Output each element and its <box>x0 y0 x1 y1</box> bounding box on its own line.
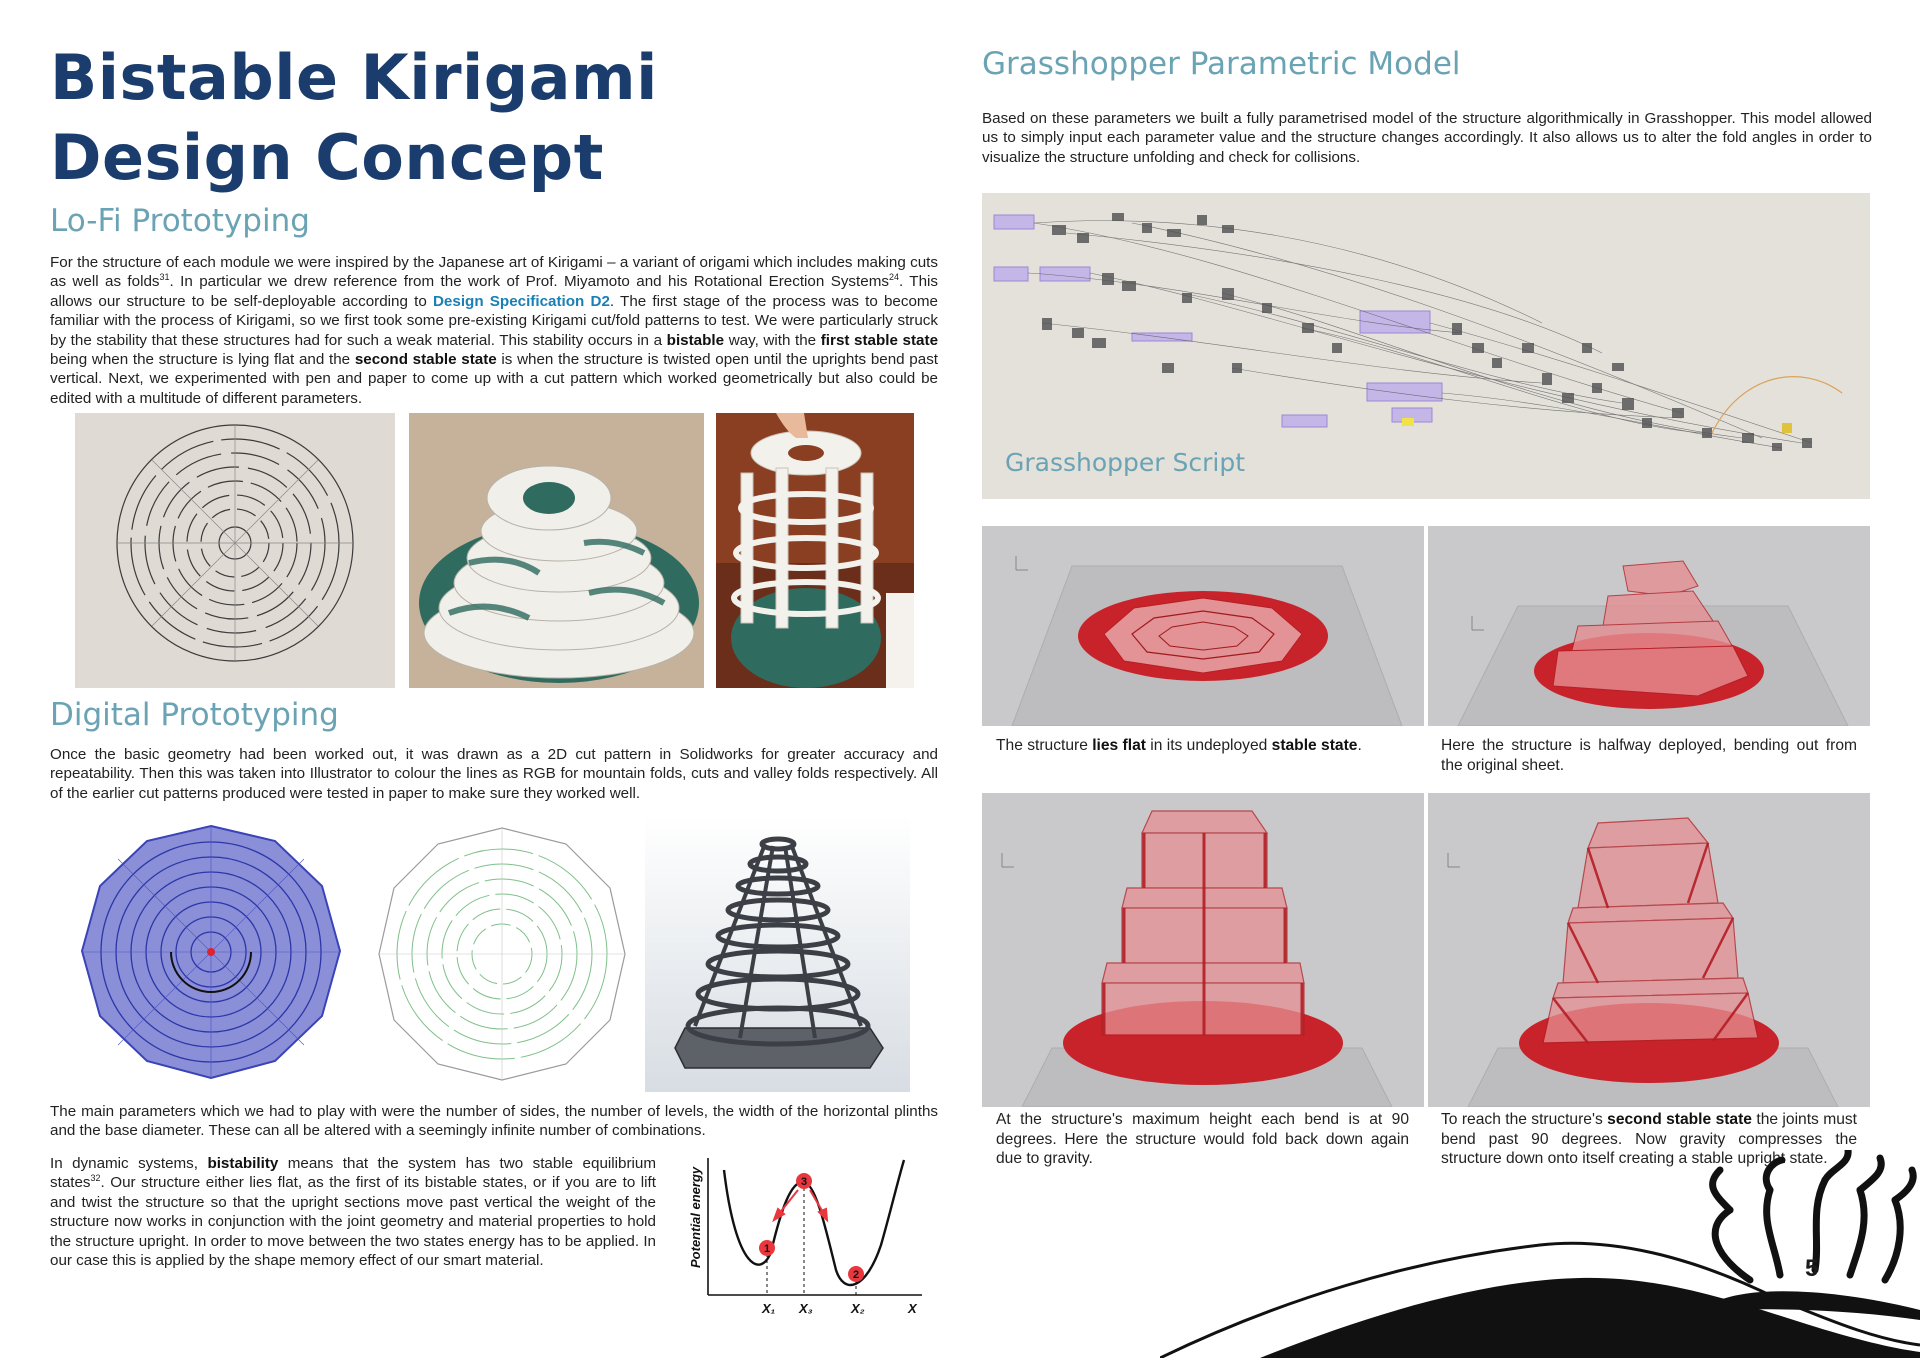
footnote-ref: 24 <box>888 272 899 283</box>
text-run: . In particular we drew reference from the work of Prof. Miyamoto and his Rotational Erection Systems <box>169 273 889 291</box>
page-title-line-2: Design Concept <box>50 121 604 194</box>
bold-term: second stable state <box>1607 1111 1752 1128</box>
footnote-ref: 32 <box>90 1173 101 1184</box>
photo-kirigami-twisted-open <box>716 413 914 688</box>
digital-paragraph-1: Once the basic geometry had been worked out, it was drawn as a 2D cut pattern in Solidworks for greater accuracy and repeatability. Then this was taken into Illustrator to colour the lines as RGB for mountain folds, cuts and valley folds respectively. All of the earlier cut patterns produced were tested in paper to make sure they worked well. <box>50 746 938 802</box>
marker-3-label: 3 <box>800 1176 808 1188</box>
image-3d-cad-model <box>645 816 910 1092</box>
bold-term: stable state <box>1271 737 1358 754</box>
design-spec-link[interactable]: Design Specification D2 <box>432 292 610 310</box>
grasshopper-script-label: Grasshopper Script <box>1005 448 1246 477</box>
grasshopper-paragraph: Based on these parameters we built a fully parametrised model of the structure algorithmically in Grasshopper. This model allowed us to simply input each parameter value and the structure changes accordingly. It also allows us to alter the fold angles in order to visualize the structure unfolding and check for collisions. <box>982 110 1872 166</box>
image-illustrator-pattern <box>370 816 635 1092</box>
text-run: For the structure of each module we were inspired by the Japanese art of Kirigami – a variant of origami which includes making cuts as well as folds <box>50 254 938 291</box>
text-run: means that the system has two stable equilibrium states <box>50 1155 656 1192</box>
x-label-x1: X₁ <box>762 1301 776 1316</box>
render-halfway-state <box>1428 526 1870 726</box>
text-run: being when the structure is lying flat and the <box>50 351 355 369</box>
page-number: 5 <box>1805 1255 1819 1282</box>
lofi-paragraph <box>50 253 938 408</box>
text-run: . This allows our structure to be self-deployable according to <box>50 273 938 310</box>
photo-paper-cut-pattern <box>75 413 395 688</box>
image-solidworks-pattern <box>70 816 353 1092</box>
page-title-line-1: Bistable Kirigami <box>50 41 658 114</box>
text-run: . The first stage of the process was to become familiar with the process of Kirigami, so we first took some pre-existing Kirigami cut/fold patterns to test. We were particularly struck by the stability that these structures had for such a weak material. This stability occurs in a <box>50 292 938 349</box>
grasshopper-heading: Grasshopper Parametric Model <box>982 46 1461 82</box>
photo-kirigami-partially-open <box>409 413 704 688</box>
text-run: way, with the <box>724 331 821 349</box>
bold-term: first stable state <box>820 331 939 349</box>
y-axis-label: Potential energy <box>688 1166 703 1268</box>
render-max-height-state <box>982 793 1424 1107</box>
x-label-x2: X₂ <box>851 1301 865 1316</box>
x-label-x: X <box>908 1301 917 1316</box>
bold-term: second stable state <box>354 351 497 369</box>
bold-term: bistable <box>666 331 725 349</box>
text-run: To reach the structure's <box>1441 1111 1608 1128</box>
text-run: In dynamic systems, <box>50 1155 208 1172</box>
render-flat-state <box>982 526 1424 726</box>
bold-term: lies flat <box>1092 737 1146 754</box>
caption-halfway-state: Here the structure is halfway deployed, bending out from the original sheet. <box>1441 737 1857 774</box>
potential-energy-diagram <box>686 1150 926 1320</box>
text-run: the joints must bend past 90 degrees. Now gravity compresses the structure down onto itself creating a stable upright state. <box>1441 1111 1858 1167</box>
bold-term: bistability <box>207 1155 279 1172</box>
caption-flat-state <box>996 736 1416 756</box>
render-second-stable-state <box>1428 793 1870 1107</box>
decorative-coral-wave <box>1160 1150 1920 1358</box>
grasshopper-script-image <box>982 193 1870 499</box>
digital-heading: Digital Prototyping <box>50 697 339 733</box>
marker-2-label: 2 <box>852 1269 860 1281</box>
page-title <box>50 38 950 198</box>
text-run: in its undeployed <box>1145 737 1272 754</box>
x-label-x3: X₃ <box>799 1301 813 1316</box>
footnote-ref: 31 <box>159 272 170 283</box>
text-run: is when the structure is twisted open until the uprights bend past vertical. Next, we experimented with pen and paper to come up with a cut pattern which worked geometrically but also could be edited with a multitude of different parameters. <box>50 351 939 407</box>
bistability-paragraph <box>50 1154 656 1270</box>
text-run: . Our structure either lies flat, as the first of its bistable states, or if you are to lift and twist the structure so that the upright sections move past vertical the weight of the structure now works in conjunction with the joint geometry and material properties to hold the structure upright. In order to move between the two states energy has to be applied. In our case this is applied by the shape memory effect of our smart material. <box>50 1174 656 1270</box>
digital-paragraph-2: The main parameters which we had to play with were the number of sides, the number of levels, the width of the horizontal plinths and the base diameter. These can all be altered with a seemingly infinite number of combinations. <box>50 1103 938 1140</box>
marker-1-label: 1 <box>763 1243 771 1255</box>
energy-curve <box>724 1160 904 1285</box>
caption-max-height-state: At the structure's maximum height each bend is at 90 degrees. Here the structure would fold back down again due to gravity. <box>996 1111 1409 1167</box>
text-run: . <box>1357 737 1362 754</box>
text-run: The structure <box>996 737 1093 754</box>
lofi-heading: Lo-Fi Prototyping <box>50 203 310 239</box>
